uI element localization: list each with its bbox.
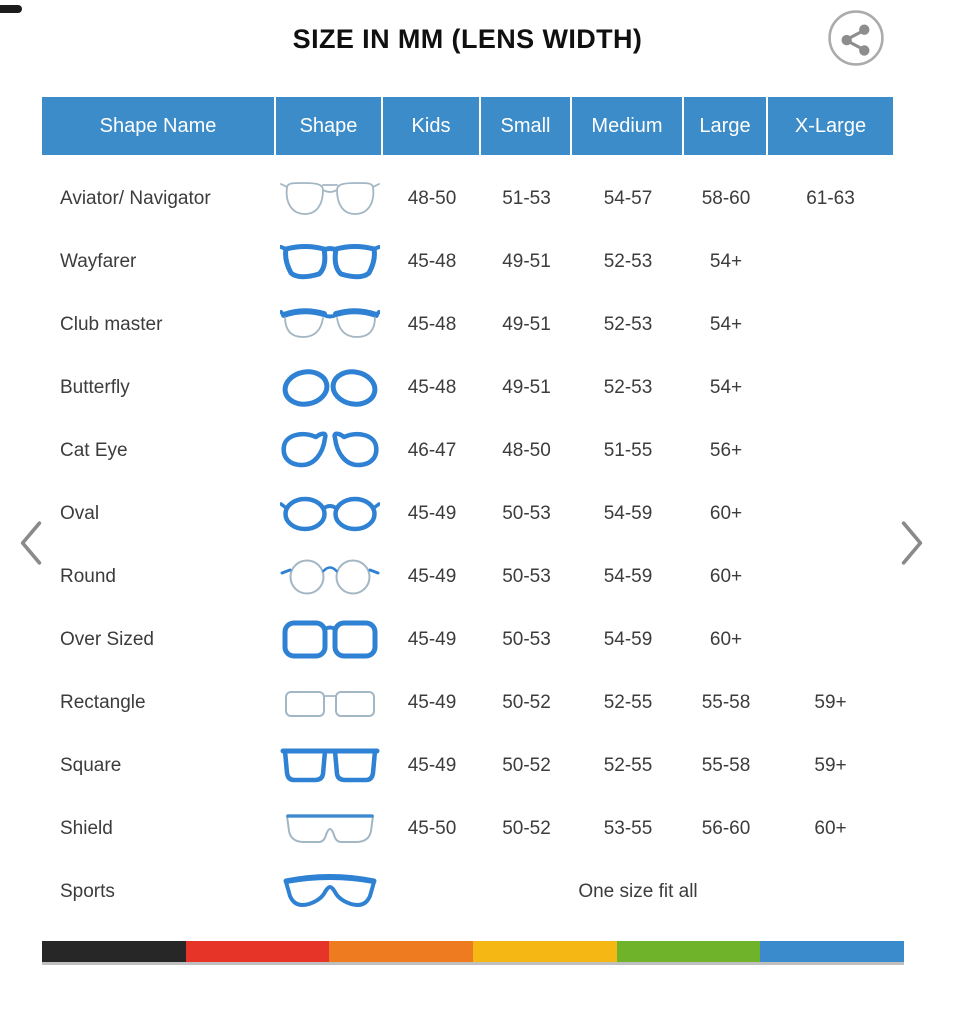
clubmaster-glasses-icon — [276, 302, 383, 348]
size-value-cell: 50-52 — [502, 817, 551, 839]
column-header-small: Small — [481, 97, 572, 155]
size-value-cell: 46-47 — [407, 439, 457, 461]
table-row-wayfarer — [42, 230, 893, 293]
table-row-butterfly — [42, 356, 893, 419]
chevron-right-icon — [899, 554, 925, 569]
size-value-cell: 54+ — [709, 376, 743, 398]
size-value-cell: 52-53 — [603, 250, 653, 272]
size-value-cell: 45-49 — [407, 754, 457, 776]
carousel-next-button[interactable] — [897, 520, 927, 568]
shape-name-label: Round — [60, 565, 116, 587]
sports-glasses-icon — [276, 869, 383, 915]
shield-glasses-icon — [276, 806, 383, 852]
size-value-cell: 49-51 — [502, 313, 551, 335]
size-value-cell: 49-51 — [502, 376, 551, 398]
table-row-club-master — [42, 293, 893, 356]
table-body — [42, 155, 893, 923]
color-bar-segment — [186, 941, 330, 962]
column-header-kids: Kids — [383, 97, 481, 155]
size-value-cell: 45-49 — [407, 628, 457, 650]
column-header-large: Large — [684, 97, 768, 155]
size-value-cell: 54-59 — [603, 628, 653, 650]
size-value-cell: 48-50 — [407, 187, 457, 209]
size-value-cell: 45-50 — [407, 817, 457, 839]
size-value-cell: 55-58 — [701, 691, 751, 713]
size-value-cell: 45-48 — [407, 250, 457, 272]
color-bar-segment — [617, 941, 761, 962]
size-value-cell: 54+ — [709, 250, 743, 272]
shape-name-label: Club master — [60, 313, 163, 335]
size-value-cell: 54+ — [709, 313, 743, 335]
size-value-cell: 54-59 — [603, 565, 653, 587]
size-value-cell: 45-49 — [407, 691, 457, 713]
table-row-round — [42, 545, 893, 608]
size-value-cell: 50-52 — [502, 754, 551, 776]
butterfly-glasses-icon — [276, 365, 383, 411]
size-value-cell: 52-55 — [603, 754, 653, 776]
column-header-x-large: X-Large — [794, 114, 867, 137]
chevron-left-icon — [18, 554, 44, 569]
size-value-cell: 50-52 — [502, 691, 551, 713]
size-value-cell: 56-60 — [701, 817, 751, 839]
share-button[interactable] — [826, 9, 886, 69]
size-value-cell: 59+ — [814, 691, 847, 713]
color-bar-segment — [760, 941, 904, 962]
shape-name-label: Cat Eye — [60, 439, 128, 461]
column-header-shape-name: Shape Name — [42, 97, 276, 155]
wayfarer-glasses-icon — [276, 239, 383, 285]
size-value-cell: 60+ — [709, 628, 743, 650]
column-header-medium: Medium — [572, 97, 684, 155]
rectangle-glasses-icon — [276, 680, 383, 726]
size-value-cell: 61-63 — [806, 187, 855, 209]
size-table — [42, 97, 893, 923]
size-value-cell: 50-53 — [502, 565, 551, 587]
size-value-cell: 58-60 — [701, 187, 751, 209]
size-value-cell: 48-50 — [502, 439, 551, 461]
shape-name-label: Rectangle — [60, 691, 146, 713]
table-row-over-sized — [42, 608, 893, 671]
cateye-glasses-icon — [276, 428, 383, 474]
size-value-cell: 45-49 — [407, 565, 457, 587]
color-bar-segment — [473, 941, 617, 962]
size-value-cell: 52-53 — [603, 313, 653, 335]
oval-glasses-icon — [276, 491, 383, 537]
size-value-cell: 60+ — [709, 565, 743, 587]
table-row-square — [42, 734, 893, 797]
size-value-cell: 51-55 — [603, 439, 653, 461]
shape-name-label: Aviator/ Navigator — [60, 187, 211, 209]
shape-name-label: Shield — [60, 817, 113, 839]
size-value-cell: 60+ — [709, 502, 743, 524]
size-value-cell: 49-51 — [502, 250, 551, 272]
shape-name-label: Over Sized — [60, 628, 154, 650]
share-icon — [827, 55, 885, 70]
shape-name-label: Sports — [60, 880, 115, 902]
color-bar-segment — [329, 941, 473, 962]
column-header-shape: Shape — [276, 97, 383, 155]
size-value-cell: 50-53 — [502, 502, 551, 524]
table-row-rectangle — [42, 671, 893, 734]
carousel-prev-button[interactable] — [16, 520, 46, 568]
size-value-cell: 45-49 — [407, 502, 457, 524]
size-value-cell: 52-53 — [603, 376, 653, 398]
size-value-cell: 53-55 — [603, 817, 653, 839]
size-value-cell: 45-48 — [407, 313, 457, 335]
size-value-cell: 45-48 — [407, 376, 457, 398]
table-row-shield — [42, 797, 893, 860]
round-glasses-icon — [276, 554, 383, 600]
shape-name-label: Wayfarer — [60, 250, 137, 272]
brand-color-bar — [42, 941, 904, 962]
size-value-cell: 55-58 — [701, 754, 751, 776]
size-value-cell: 54-57 — [603, 187, 653, 209]
size-value-cell: 52-55 — [603, 691, 653, 713]
size-value-cell: 59+ — [814, 754, 847, 776]
size-value-cell: 56+ — [709, 439, 743, 461]
page-title: SIZE IN MM (LENS WIDTH) — [292, 24, 643, 54]
size-value-cell: 54-59 — [603, 502, 653, 524]
shape-name-label: Oval — [60, 502, 100, 524]
one-size-note: One size fit all — [578, 880, 698, 902]
table-row-sports — [42, 860, 893, 923]
size-value-cell: 50-53 — [502, 628, 551, 650]
aviator-glasses-icon — [276, 176, 383, 222]
size-value-cell: 51-53 — [502, 187, 551, 209]
color-bar-segment — [42, 941, 186, 962]
table-row-cat-eye — [42, 419, 893, 482]
top-left-dash — [0, 5, 22, 13]
square-glasses-icon — [276, 743, 383, 789]
table-row-oval — [42, 482, 893, 545]
shape-name-label: Butterfly — [60, 376, 130, 398]
shape-name-label: Square — [60, 754, 122, 776]
oversized-glasses-icon — [276, 617, 383, 663]
table-row-aviator-navigator — [42, 167, 893, 230]
table-header-row — [42, 97, 893, 155]
size-value-cell: 60+ — [814, 817, 847, 839]
